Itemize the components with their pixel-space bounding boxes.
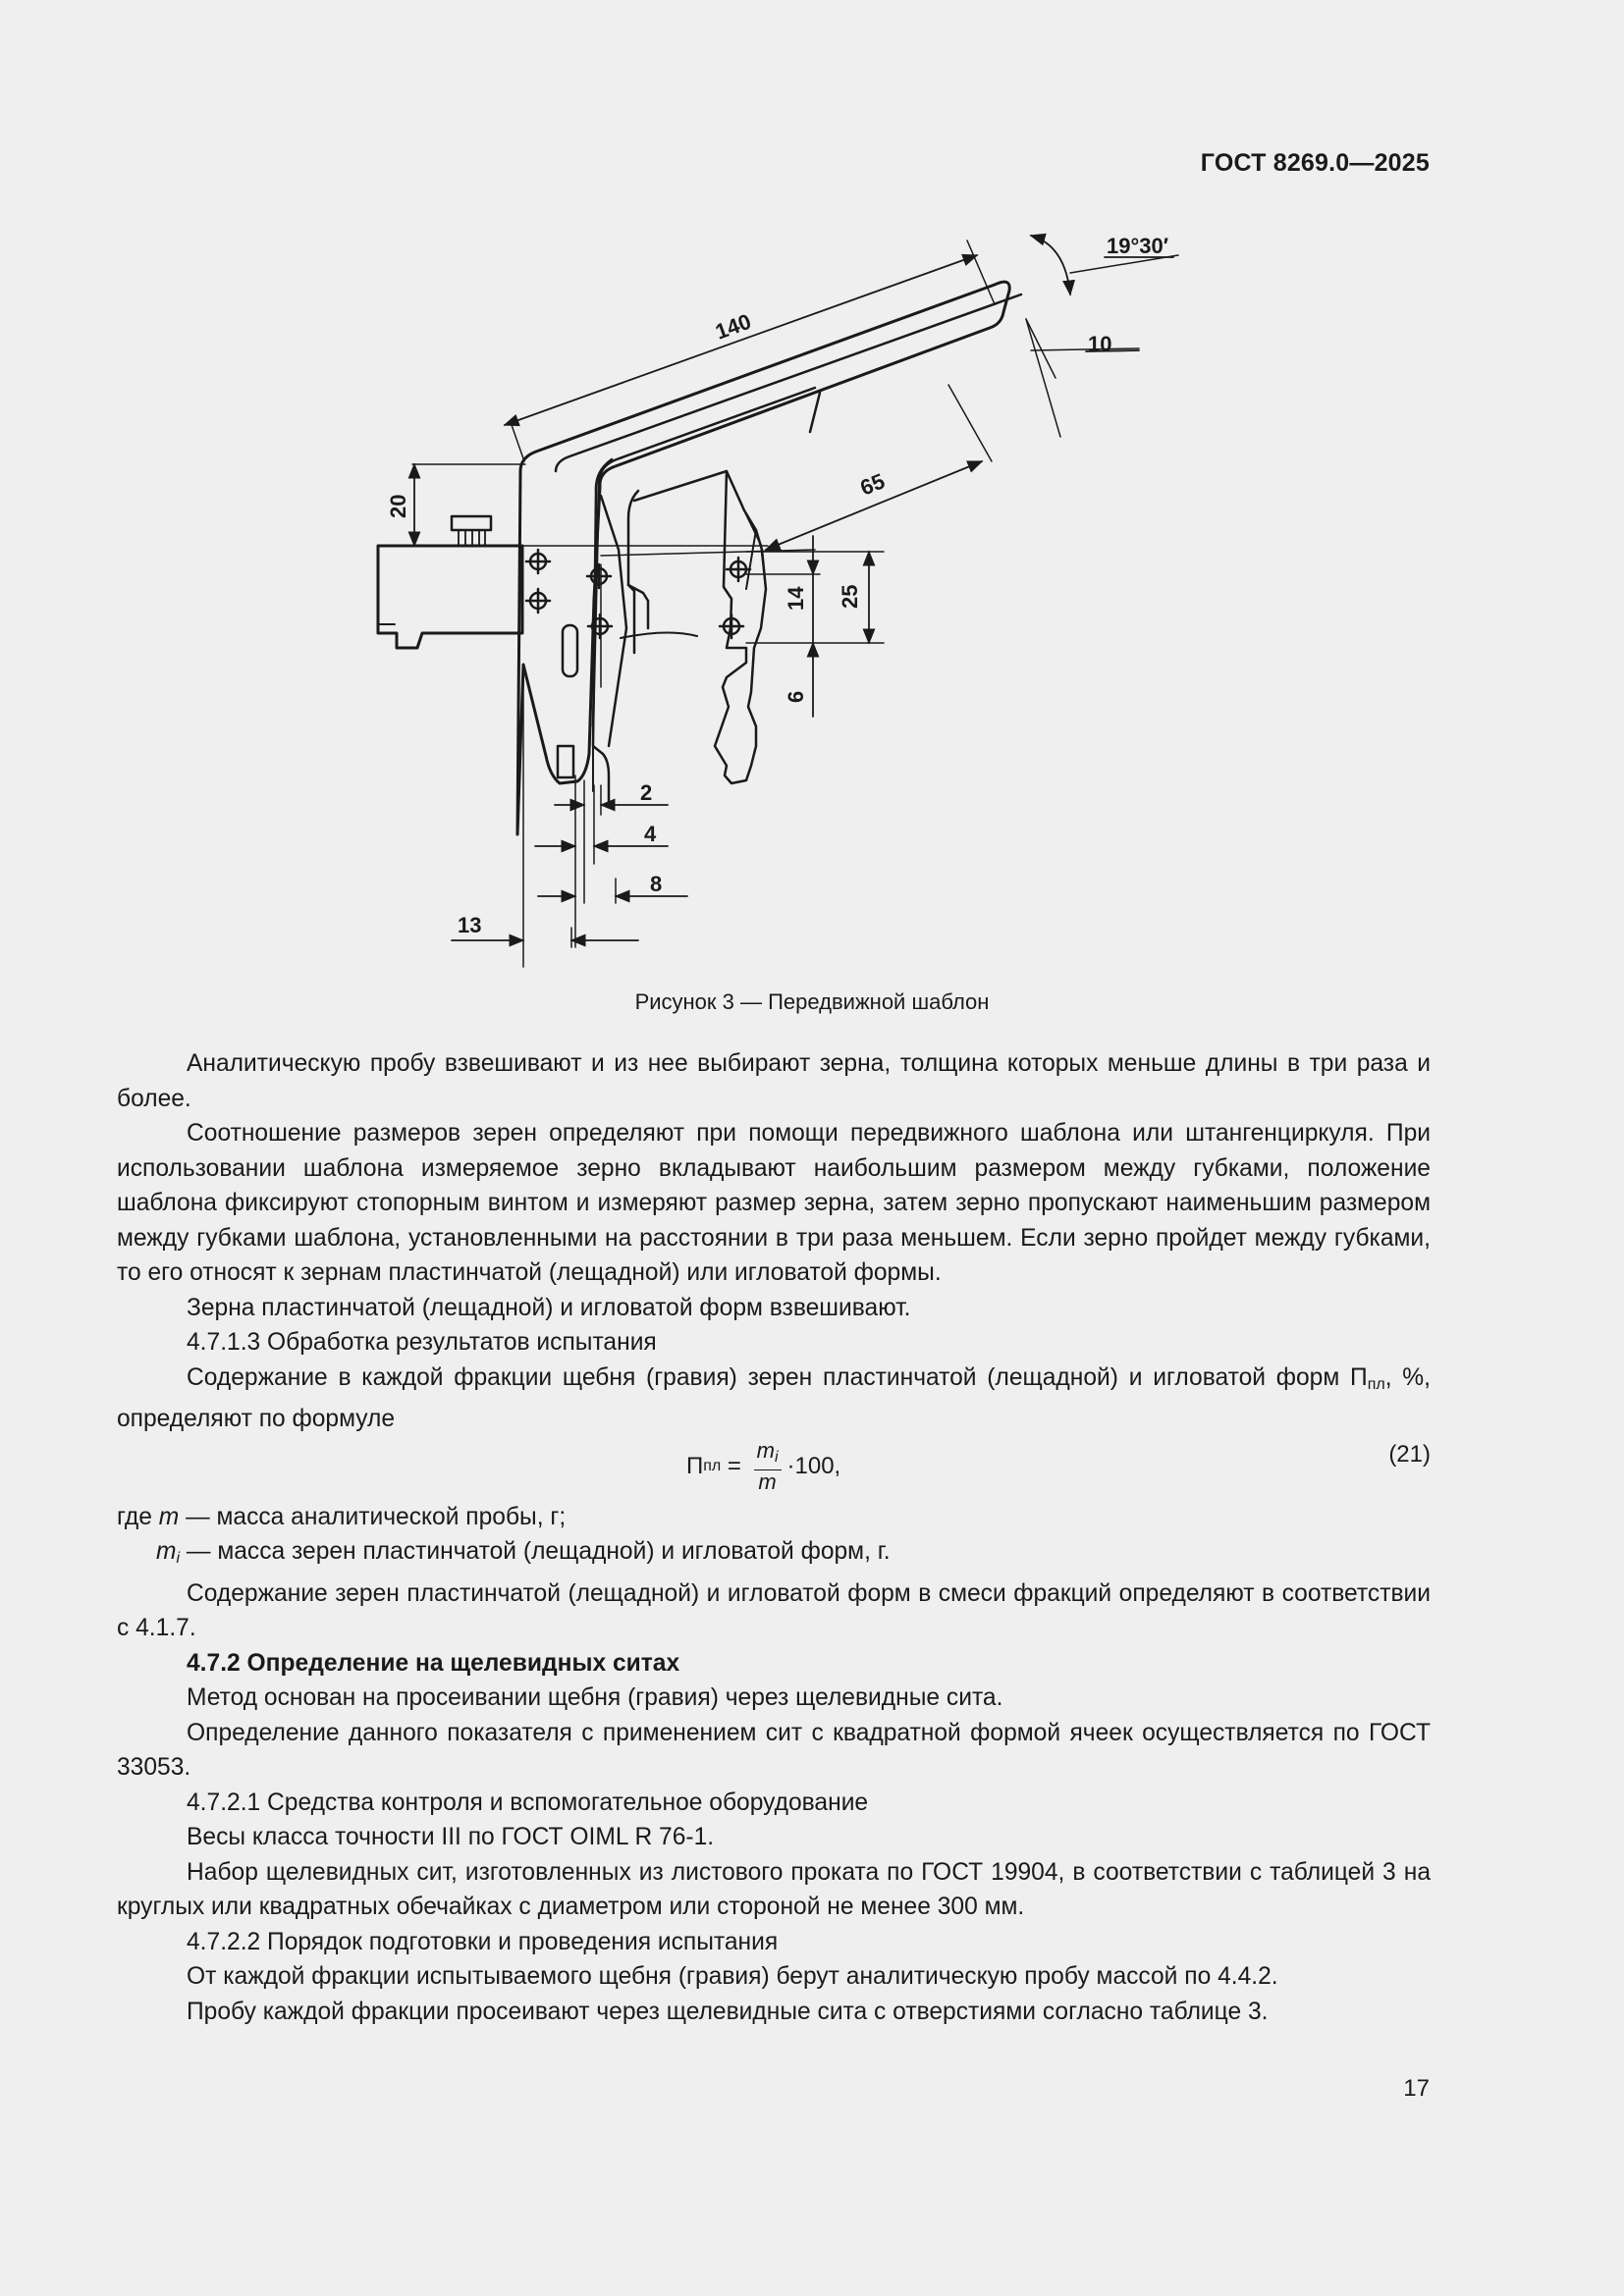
dim-2: 2 [640, 780, 653, 805]
holes [526, 550, 750, 638]
paragraph: От каждой фракции испытываемого щебня (гравия) берут аналитическую пробу массой по 4.4.2. [187, 1963, 1278, 1990]
page-number: 17 [1403, 2075, 1430, 2102]
dim-10: 10 [1088, 332, 1112, 356]
where-item: $m_i$ — масса зерен пластинчатой (лещадной) и игловатой форм, г. [156, 1538, 891, 1567]
document-header: ГОСТ 8269.0—2025 [1200, 149, 1430, 177]
dim-angle: 19°30′ [1107, 234, 1169, 258]
slot [563, 625, 577, 676]
paragraph: Определение данного показателя с применением сит с квадратной формой ячеек осуществляется по ГОСТ 33053. [117, 1719, 1431, 1781]
subsection-heading: 4.7.2.1 Средства контроля и вспомогательное оборудование [187, 1789, 869, 1816]
figure-sliding-template [0, 0, 1624, 991]
paragraph: Весы класса точности III по ГОСТ OIML R 76-1. [187, 1824, 715, 1850]
paragraph: Аналитическую пробу взвешивают и из нее выбирают зерна, толщина которых меньше длины в три раза и более. [117, 1050, 1431, 1112]
dim-65: 65 [856, 468, 889, 501]
paragraph: Метод основан на просеивании щебня (гравия) через щелевидные сита. [187, 1684, 1003, 1711]
dim-13: 13 [458, 913, 482, 937]
paragraph: Набор щелевидных сит, изготовленных из листового проката по ГОСТ 19904, в соответствии с таблицей 3 на круглых или квадратных обечайках с диаметром или стороной не менее 300 мм. [117, 1858, 1431, 1920]
section-heading: 4.7.2 Определение на щелевидных ситах [187, 1649, 680, 1677]
dim-6: 6 [784, 690, 808, 703]
locking-screw [452, 516, 491, 530]
dim-14: 14 [784, 586, 808, 611]
dim-8: 8 [650, 872, 663, 896]
figure-caption: Рисунок 3 — Передвижной шаблон [634, 989, 990, 1014]
where-item: где m — масса аналитической пробы, г; [117, 1503, 567, 1530]
dim-4: 4 [644, 822, 657, 846]
paragraph: Содержание зерен пластинчатой (лещадной) и игловатой форм в смеси фракций определяют в соответствии с 4.1.7. [117, 1579, 1431, 1641]
formula-21 [117, 1437, 1431, 1500]
dim-25: 25 [838, 584, 862, 609]
dim-140: 140 [712, 308, 755, 345]
dim-20: 20 [386, 494, 410, 518]
paragraph: Соотношение размеров зерен определяют при помощи передвижного шаблона или штангенциркуля. При использовании шаблона измеряемое зерно вкладывают наибольшим размером между губками, положение шаблона фиксируют стопорным винтом и измеряют размер зерна, затем зерно пропускают наименьшим размером между губками шаблона, установленными на расстоянии в три раза меньшем. Если зерно пройдет между губками, то его относят к зернам пластинчатой (лещадной) или игловатой формы. [117, 1120, 1431, 1286]
formula-expression: П пл = $\frac{m_i}{m}$ ·100, [686, 1437, 841, 1494]
equation-number: (21) [1388, 1440, 1431, 1468]
body-text [117, 1046, 1431, 2029]
subsection-heading: 4.7.1.3 Обработка результатов испытания [187, 1329, 657, 1356]
paragraph: Пробу каждой фракции просеивают через щелевидные сита с отверстиями согласно таблице 3. [187, 1998, 1269, 2025]
jaw-middle [556, 294, 1021, 471]
template-drawing [0, 0, 1624, 991]
rail-body [378, 546, 522, 648]
paragraph: Содержание в каждой фракции щебня (гравия) зерен пластинчатой (лещадной) и игловатой форм $П_{пл}$, %, определяют по формуле [117, 1363, 1431, 1432]
paragraph: Зерна пластинчатой (лещадной) и игловатой форм взвешивают. [187, 1294, 911, 1321]
subsection-heading: 4.7.2.2 Порядок подготовки и проведения испытания [187, 1928, 779, 1955]
fraction: $\frac{m_i}{m}$ [754, 1439, 782, 1494]
